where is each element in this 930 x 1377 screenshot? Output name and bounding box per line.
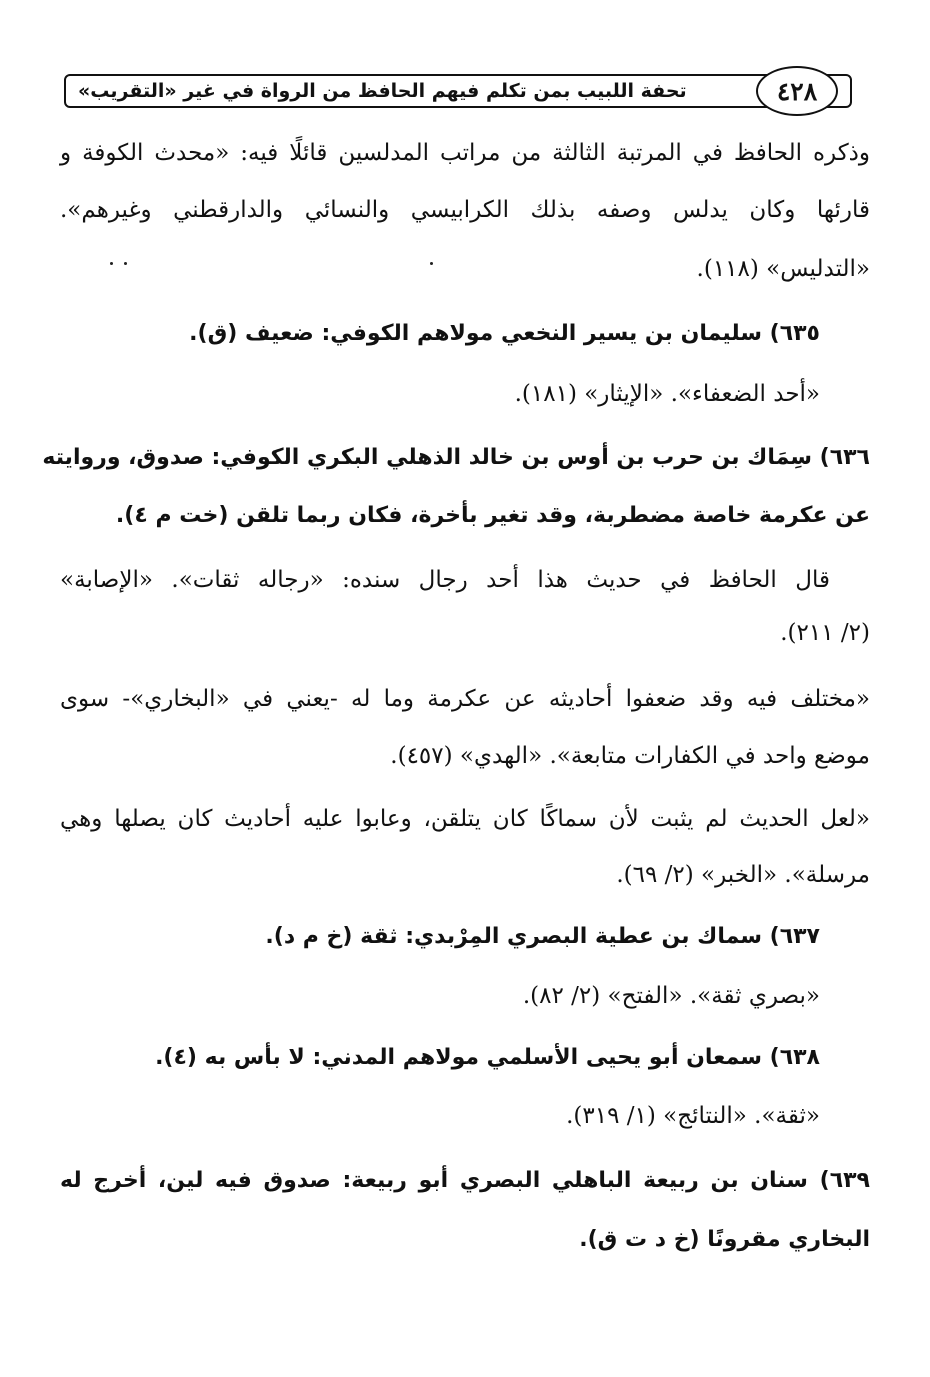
entry-639-heading-cont: البخاري مقرونًا (خ د ت ق).	[579, 1227, 870, 1252]
running-title: تحفة اللبيب بمن تكلم فيهم الحافظ من الرواة في غير «التقريب»	[78, 80, 687, 102]
entry-636-quote: «مختلف فيه وقد ضعفوا أحاديثه عن عكرمة وما له -يعني في «البخاري»- سوى	[60, 686, 870, 712]
entry-636-quote-cont: (٢/ ٢١١).	[780, 620, 870, 646]
entry-636-quote: «لعل الحديث لم يثبت لأن سماكًا كان يتلقن، وعابوا عليه أحاديث كان يصلها وهي	[60, 806, 870, 832]
entry-636-quote: قال الحافظ في حديث هذا أحد رجال سنده: «رجاله ثقات». «الإصابة»	[60, 567, 830, 593]
running-header	[64, 74, 852, 108]
decorative-dots	[110, 262, 440, 274]
entry-636-heading: ٦٣٦) سِمَاك بن حرب بن أوس بن خالد الذهلي البكري الكوفي: صدوق، وروايته	[42, 445, 870, 470]
body-line: وذكره الحافظ في المرتبة الثالثة من مراتب المدلسين قائلًا فيه: «محدث الكوفة و	[60, 140, 870, 166]
entry-636-quote-cont: مرسلة». «الخبر» (٢/ ٦٩).	[616, 862, 870, 888]
entry-637-heading: ٦٣٧) سماك بن عطية البصري المِرْبدي: ثقة (خ م د).	[265, 924, 820, 949]
entry-638-quote: «ثقة». «النتائج» (١/ ٣١٩).	[566, 1103, 820, 1129]
body-line: قارئها وكان يدلس وصفه بذلك الكرابيسي والنسائي والدارقطني وغيرهم».	[60, 197, 870, 223]
entry-637-quote: «بصري ثقة». «الفتح» (٢/ ٨٢).	[522, 983, 820, 1009]
page-number: ٤٢٨	[756, 66, 838, 116]
body-line: «التدليس» (١١٨).	[696, 256, 870, 282]
entry-635-heading: ٦٣٥) سليمان بن يسير النخعي مولاهم الكوفي: ضعيف (ق).	[189, 321, 820, 346]
entry-638-heading: ٦٣٨) سمعان أبو يحيى الأسلمي مولاهم المدني: لا بأس به (٤).	[155, 1045, 820, 1070]
entry-636-quote-cont: موضع واحد في الكفارات متابعة». «الهدي» (٤٥٧).	[390, 743, 870, 769]
entry-636-heading-cont: عن عكرمة خاصة مضطربة، وقد تغير بأخرة، فكان ربما تلقن (خت م ٤).	[115, 503, 870, 528]
entry-639-heading: ٦٣٩) سنان بن ربيعة الباهلي البصري أبو ربيعة: صدوق فيه لين، أخرج له	[60, 1168, 870, 1193]
entry-635-quote: «أحد الضعفاء». «الإيثار» (١٨١).	[514, 381, 820, 407]
